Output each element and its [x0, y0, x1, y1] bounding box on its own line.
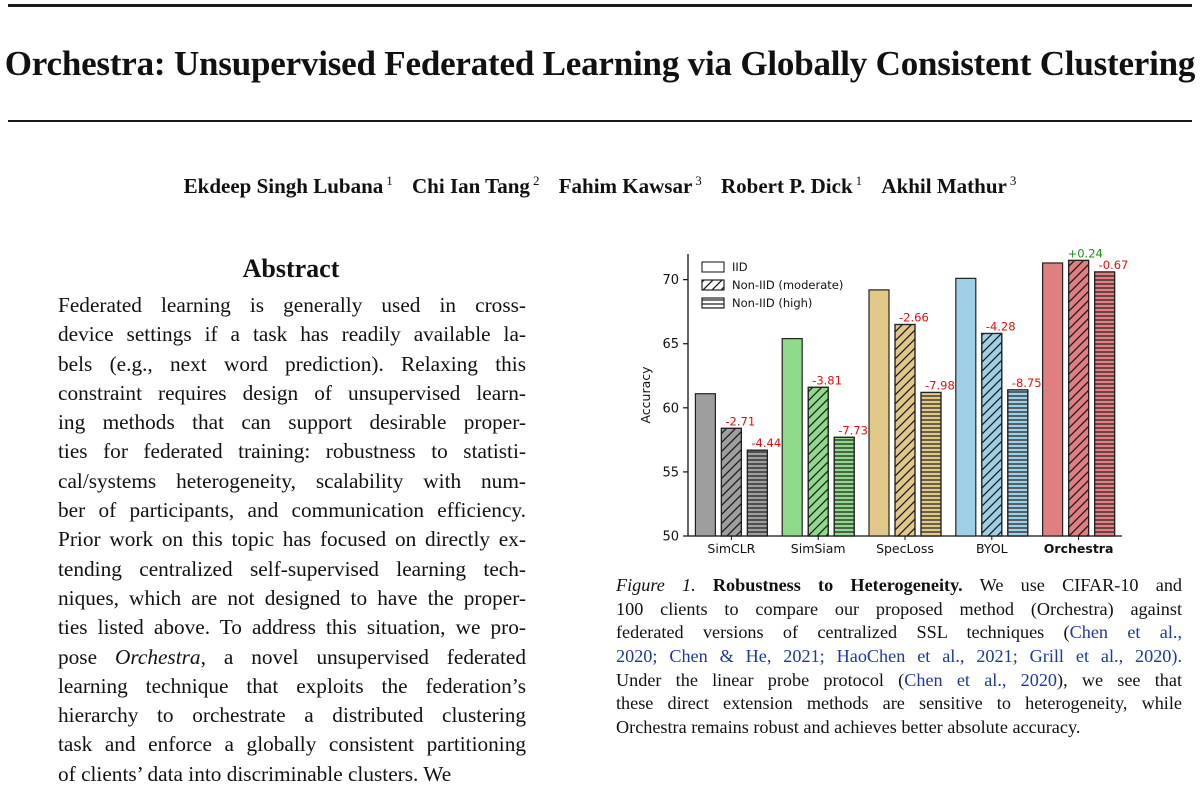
bar-hatch — [808, 387, 828, 536]
bar — [869, 290, 889, 536]
caption-text: federated versions of centralized SSL techniques ( — [616, 622, 1070, 643]
caption-line — [616, 621, 1182, 645]
abstract-line: task and enforce a globally consistent partitioning — [58, 732, 526, 757]
bar-hatch — [721, 428, 741, 536]
bar-hatch — [1069, 260, 1089, 536]
abstract-heading: Abstract — [242, 254, 340, 283]
y-axis-label: Accuracy — [638, 366, 653, 424]
bar-hatch — [921, 392, 941, 536]
legend-label: IID — [732, 260, 748, 274]
bar-hatch — [834, 437, 854, 536]
author-affiliation: 3 — [1009, 173, 1017, 188]
data-label: -3.81 — [812, 373, 842, 388]
abstract-line: ing methods that can support desirable proper- — [58, 410, 526, 435]
data-label: +0.24 — [1067, 246, 1103, 261]
figure-label: Figure 1. — [616, 575, 696, 595]
abstract-line: ties for federated training: robustness to statisti- — [58, 439, 526, 464]
bar — [695, 394, 715, 536]
caption-line: these direct extension methods are sensitive to heterogeneity, while — [616, 693, 1182, 714]
paper-title: Orchestra: Unsupervised Federated Learning via Globally Consistent Clustering — [4, 44, 1196, 83]
author — [412, 174, 539, 198]
top-rule — [8, 4, 1192, 7]
author-affiliation: 1 — [855, 173, 863, 188]
data-label: -0.67 — [1098, 257, 1129, 272]
author-affiliation: 2 — [532, 173, 540, 188]
bar — [956, 278, 976, 536]
author-affiliation: 3 — [695, 173, 702, 188]
abstract-line: niques, which are not designed to have the proper- — [58, 585, 526, 610]
abstract-line: device settings if a task has readily available la- — [58, 322, 526, 347]
bar-hatch — [895, 325, 915, 537]
data-label: -4.28 — [985, 319, 1016, 334]
author-name: Robert P. Dick — [721, 174, 853, 198]
y-tick-label: 55 — [662, 465, 679, 481]
y-tick-label: 65 — [662, 337, 679, 353]
title-rule — [8, 120, 1192, 122]
legend-label: Non-IID (high) — [732, 296, 813, 310]
figure-caption — [616, 574, 1182, 740]
y-tick-label: 70 — [662, 273, 679, 289]
x-tick-label: BYOL — [975, 541, 1008, 556]
y-tick-label: 50 — [662, 529, 679, 545]
abstract-line: of clients’ data into discriminable clusters. We — [58, 761, 452, 786]
caption-text: Under the linear probe protocol ( — [616, 669, 905, 690]
bar-hatch — [982, 333, 1002, 536]
bar — [782, 339, 802, 536]
abstract-line: Federated learning is generally used in cross- — [58, 293, 526, 317]
abstract-line: learning technique that exploits the federation’s — [58, 673, 526, 698]
x-tick-label: SimSiam — [790, 541, 846, 556]
data-label: -4.44 — [751, 436, 782, 451]
citation-link[interactable]: Chen et al., 2020 — [904, 669, 1058, 690]
legend-swatch-hatch — [702, 280, 724, 290]
author — [881, 174, 1016, 198]
abstract-line: tending centralized self-supervised learning tech- — [58, 556, 526, 581]
bar-hatch — [1008, 390, 1028, 536]
figure-title: Robustness to Heterogeneity. — [712, 575, 963, 595]
author-list — [0, 173, 1200, 199]
bar — [1043, 263, 1063, 536]
data-label: -7.98 — [925, 378, 955, 393]
author-name: Ekdeep Singh Lubana — [183, 174, 384, 198]
caption-line — [616, 669, 1182, 693]
data-label: -2.66 — [899, 310, 929, 325]
author-name: Chi Ian Tang — [412, 174, 530, 198]
citation-link[interactable]: 2020; Chen & He, 2021; HaoChen et al., 2021; Grill et al., 2020). — [616, 646, 1182, 667]
legend-swatch — [702, 262, 724, 272]
caption-line: 100 clients to compare our proposed method (Orchestra) against — [616, 598, 1182, 619]
abstract-text: pose — [58, 644, 115, 669]
caption-line — [616, 574, 1182, 598]
legend-label: Non-IID (moderate) — [732, 278, 844, 292]
data-label: -8.75 — [1011, 375, 1042, 390]
bar-hatch — [747, 450, 767, 536]
author — [184, 174, 393, 198]
citation-link[interactable]: Chen et al., — [1069, 622, 1182, 643]
author-affiliation: 1 — [386, 173, 393, 188]
abstract-line: bels (e.g., next word prediction). Relaxing this — [58, 351, 526, 376]
abstract-emphasis: Orchestra — [114, 644, 201, 669]
caption-line: Orchestra remains robust and achieves better absolute accuracy. — [616, 717, 1081, 738]
caption-line — [616, 645, 1182, 669]
abstract-line: constraint requires design of unsupervised learn- — [58, 380, 526, 405]
abstract-line: cal/systems heterogeneity, scalability with num- — [58, 468, 526, 493]
author-name: Fahim Kawsar — [558, 174, 693, 198]
accuracy-bar-chart — [630, 246, 1130, 576]
abstract-line: Prior work on this topic has focused on directly ex- — [58, 527, 526, 552]
bar-hatch — [1095, 272, 1115, 536]
abstract-line — [58, 643, 526, 672]
caption-text: ), we see that — [1057, 669, 1182, 690]
caption-text: We use CIFAR-10 and — [962, 575, 1183, 595]
author — [559, 174, 702, 198]
author-name: Akhil Mathur — [881, 174, 1007, 198]
x-tick-label: SimCLR — [707, 541, 756, 556]
x-tick-label: Orchestra — [1043, 541, 1114, 556]
abstract-body — [58, 291, 526, 789]
abstract-line: ber of participants, and communication efficiency. — [58, 498, 526, 523]
author — [721, 174, 862, 198]
legend-swatch-hatch — [702, 298, 724, 308]
abstract-text: , a novel unsupervised federated — [200, 644, 526, 669]
data-label: -2.71 — [725, 414, 756, 429]
y-tick-label: 60 — [662, 401, 679, 417]
abstract-line: ties listed above. To address this situation, we pro- — [58, 615, 526, 640]
data-label: -7.73 — [838, 423, 868, 438]
x-tick-label: SpecLoss — [876, 541, 934, 556]
abstract-line: hierarchy to orchestrate a distributed clustering — [58, 703, 526, 728]
